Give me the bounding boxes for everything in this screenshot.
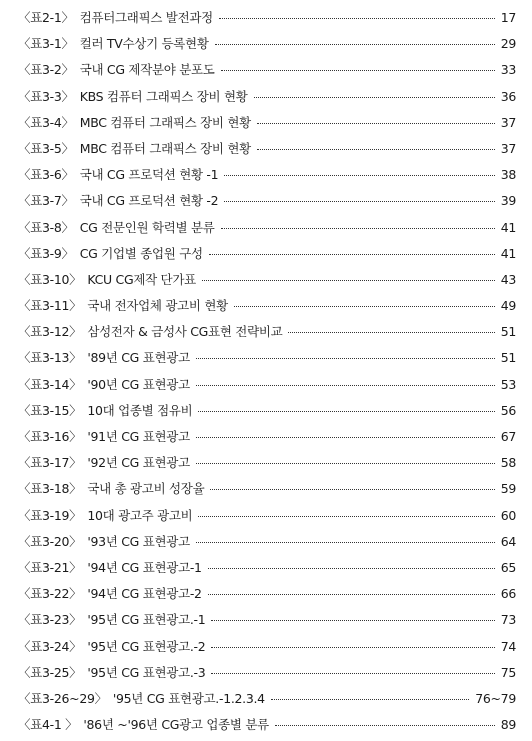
toc-entry[interactable]: [18, 558, 516, 584]
dot-leader: [209, 254, 495, 255]
entry-page: 51: [500, 350, 516, 366]
dot-leader: [208, 594, 495, 595]
dot-leader: [198, 411, 494, 412]
entry-page: 33: [500, 62, 516, 78]
entry-code: 〈표3-16〉: [18, 429, 82, 444]
dot-leader: [275, 725, 495, 726]
entry-code: 〈표3-26~29〉: [18, 690, 107, 706]
dot-leader: [257, 123, 495, 124]
entry-title: 컴퓨터그래픽스 발전과정: [79, 10, 213, 25]
entry-title: 국내 CG 제작분야 분포도: [79, 62, 215, 78]
entry-code: 〈표3-5〉: [18, 140, 74, 156]
entry-code: 〈표3-24〉: [18, 638, 82, 654]
entry-page: 66: [500, 586, 516, 602]
toc-entry[interactable]: [18, 637, 516, 663]
entry-title: '94년 CG 표현광고-1: [87, 559, 202, 575]
dot-leader: [211, 673, 494, 674]
entry-code: 〈표3-20〉: [18, 533, 82, 549]
toc-entry[interactable]: [18, 218, 516, 244]
entry-title: '94년 CG 표현광고-2: [87, 586, 202, 602]
toc-entry[interactable]: [18, 427, 516, 453]
toc-entry[interactable]: [18, 348, 516, 374]
dot-leader: [224, 201, 494, 202]
entry-code: 〈표3-8〉: [18, 219, 74, 235]
dot-leader: [196, 358, 495, 359]
entry-title: KBS 컴퓨터 그래픽스 장비 현황: [79, 88, 248, 104]
entry-code: 〈표4-1 〉: [18, 717, 78, 733]
toc-entry[interactable]: [18, 375, 516, 401]
entry-page: 76~79: [475, 690, 516, 706]
dot-leader: [221, 228, 495, 229]
entry-code: 〈표3-17〉: [18, 455, 82, 471]
dot-leader: [211, 647, 494, 648]
entry-title: '89년 CG 표현광고: [87, 350, 190, 366]
toc-entry[interactable]: [18, 532, 516, 558]
entry-title: '95년 CG 표현광고.-3: [87, 664, 206, 680]
entry-page: 49: [500, 298, 516, 314]
entry-title: 컬러 TV수상기 등록현황: [79, 36, 209, 52]
entry-page: 36: [500, 88, 516, 104]
dot-leader: [221, 70, 495, 71]
entry-title: MBC 컴퓨터 그래픽스 장비 현황: [79, 140, 251, 156]
entry-code: 〈표3-19〉: [18, 507, 82, 523]
entry-page: 41: [500, 219, 516, 235]
entry-code: 〈표3-13〉: [18, 350, 82, 366]
toc-entry[interactable]: [18, 8, 516, 34]
entry-page: 38: [500, 167, 516, 183]
toc-entry[interactable]: [18, 584, 516, 610]
toc-entry[interactable]: [18, 322, 516, 348]
entry-code: 〈표3-7〉: [18, 193, 74, 209]
toc-entry[interactable]: [18, 479, 516, 505]
entry-title: '95년 CG 표현광고.-2: [87, 638, 206, 654]
entry-page: 53: [500, 376, 516, 392]
entry-page: 59: [500, 481, 516, 497]
entry-code: 〈표3-12〉: [18, 324, 82, 340]
toc-entry[interactable]: [18, 296, 516, 322]
entry-code: 〈표3-6〉: [18, 167, 74, 183]
entry-title: 국내 CG 프로덕션 현황 -2: [79, 193, 219, 209]
entry-page: 65: [500, 559, 516, 575]
entry-title: CG 전문인원 학력별 분류: [79, 219, 215, 235]
entry-page: 43: [500, 271, 516, 287]
toc-entry[interactable]: [18, 715, 516, 741]
dot-leader: [254, 97, 495, 98]
entry-code: 〈표3-2〉: [18, 62, 74, 78]
entry-code: 〈표3-15〉: [18, 402, 82, 418]
entry-code: 〈표3-11〉: [18, 298, 82, 314]
entry-page: 58: [500, 455, 516, 471]
entry-code: 〈표3-18〉: [18, 481, 82, 497]
dot-leader: [219, 18, 495, 19]
dot-leader: [234, 306, 495, 307]
dot-leader: [208, 568, 495, 569]
entry-page: 60: [500, 507, 516, 523]
dot-leader: [210, 489, 494, 490]
entry-page: 39: [500, 193, 516, 209]
entry-code: 〈표3-21〉: [18, 559, 82, 575]
toc-entry[interactable]: [18, 34, 516, 60]
dot-leader: [257, 149, 495, 150]
entry-title: '91년 CG 표현광고: [87, 429, 190, 444]
entry-title: '93년 CG 표현광고: [87, 533, 190, 549]
toc-entry[interactable]: [18, 87, 516, 113]
toc-entry[interactable]: [18, 244, 516, 270]
entry-title: 10대 광고주 광고비: [87, 507, 193, 523]
toc-entry[interactable]: [18, 139, 516, 165]
dot-leader: [198, 516, 494, 517]
dot-leader: [224, 175, 494, 176]
entry-code: 〈표3-22〉: [18, 586, 82, 602]
entry-title: MBC 컴퓨터 그래픽스 장비 현황: [79, 114, 251, 130]
entry-title: '90년 CG 표현광고: [87, 376, 190, 392]
toc-entry[interactable]: [18, 506, 516, 532]
entry-page: 89: [500, 717, 516, 733]
toc-entry[interactable]: [18, 453, 516, 479]
entry-title: 삼성전자 & 금성사 CG표현 전략비교: [87, 324, 283, 340]
entry-page: 73: [500, 612, 516, 628]
entry-code: 〈표3-14〉: [18, 376, 82, 392]
entry-page: 37: [500, 114, 516, 130]
dot-leader: [196, 463, 495, 464]
toc-entry[interactable]: [18, 60, 516, 86]
entry-title: '92년 CG 표현광고: [87, 455, 190, 471]
toc-entry[interactable]: [18, 663, 516, 689]
dot-leader: [211, 620, 494, 621]
entry-page: 29: [500, 36, 516, 52]
entry-title: KCU CG제작 단가표: [87, 271, 196, 287]
entry-page: 75: [500, 664, 516, 680]
entry-page: 67: [500, 429, 516, 444]
entry-code: 〈표3-25〉: [18, 664, 82, 680]
entry-code: 〈표3-1〉: [18, 36, 74, 52]
entry-code: 〈표3-23〉: [18, 612, 82, 628]
dot-leader: [196, 437, 495, 438]
entry-page: 37: [500, 140, 516, 156]
entry-page: 56: [500, 402, 516, 418]
entry-page: 74: [500, 638, 516, 654]
entry-code: 〈표2-1〉: [18, 10, 74, 25]
entry-code: 〈표3-9〉: [18, 245, 74, 261]
dot-leader: [196, 385, 495, 386]
entry-code: 〈표3-10〉: [18, 271, 82, 287]
entry-title: 국내 CG 프로덕션 현황 -1: [79, 167, 219, 183]
toc-entry[interactable]: [18, 689, 516, 715]
entry-title: 국내 총 광고비 성장율: [87, 481, 205, 497]
toc-entry[interactable]: [18, 191, 516, 217]
dot-leader: [202, 280, 495, 281]
entry-title: 국내 전자업체 광고비 현황: [87, 298, 228, 314]
toc-entry[interactable]: [18, 401, 516, 427]
entry-code: 〈표3-4〉: [18, 114, 74, 130]
entry-code: 〈표3-3〉: [18, 88, 74, 104]
dot-leader: [271, 699, 469, 700]
entry-title: '95년 CG 표현광고.-1.2.3.4: [112, 690, 265, 706]
entry-page: 17: [500, 10, 516, 25]
entry-page: 41: [500, 245, 516, 261]
table-of-contents: [18, 8, 516, 741]
toc-entry[interactable]: [18, 113, 516, 139]
dot-leader: [215, 44, 495, 45]
entry-title: '86년 ~'96년 CG광고 업종별 분류: [83, 717, 269, 733]
entry-title: '95년 CG 표현광고.-1: [87, 612, 206, 628]
toc-entry[interactable]: [18, 270, 516, 296]
toc-entry[interactable]: [18, 610, 516, 636]
entry-page: 64: [500, 533, 516, 549]
entry-page: 51: [500, 324, 516, 340]
dot-leader: [196, 542, 495, 543]
entry-title: 10대 업종별 점유비: [87, 402, 193, 418]
toc-entry[interactable]: [18, 165, 516, 191]
entry-title: CG 기업별 종업원 구성: [79, 245, 203, 261]
dot-leader: [288, 332, 494, 333]
